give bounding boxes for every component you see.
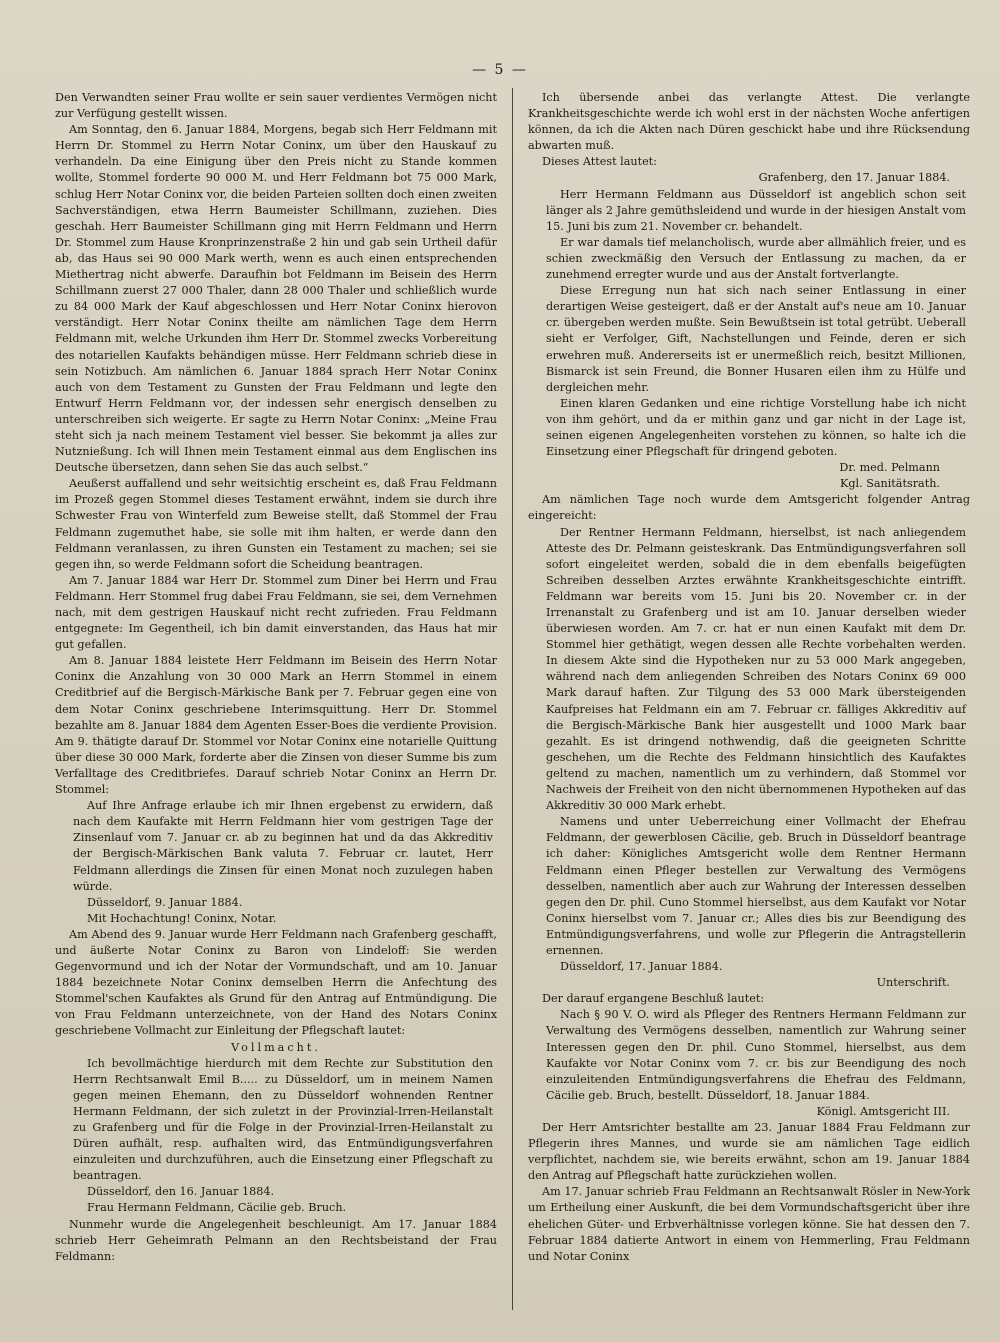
paragraph: Düsseldorf, 17. Januar 1884. (560, 960, 723, 974)
paragraph: Vollmacht. (231, 1040, 321, 1054)
paragraph: Er war damals tief melancholisch, wurde aber allmählich freier, und es schien zweckmäßig den Versuch der Entlassung zu machen, da er zunehmend erregter wurde und aus der Anstalt fortverlangte. (546, 235, 966, 282)
paragraph: Düsseldorf, den 16. Januar 1884. (87, 1185, 275, 1199)
column-divider (512, 88, 513, 1310)
paragraph: Einen klaren Gedanken und eine richtige Vorstellung habe ich nicht von ihm gehört, und da er mithin ganz und gar nicht in der Lage ist, seinen eigenen Angelegenheiten vorstehen zu können, so halte ich die Einsetzung einer Pflegschaft für dringend geboten. (546, 396, 966, 459)
right-column (528, 90, 970, 1265)
paragraph: Am Abend des 9. Januar wurde Herr Feldmann nach Grafenberg geschafft, und äußerte Notar Coninx zu Baron von Lindeloff: Sie werden Gegenvormund und ich der Notar der Vormundschaft, und am 10. Januar 1884 bezeichnete Notar Coninx demselben Herrn die Anfechtung des Stommel'schen Kaufaktes als Grund für den Antrag auf Entmündigung. Die von Frau Feldmann unterzeichnete, von der Hand des Notars Coninx geschriebene Vollmacht zur Einleitung der Pflegschaft lautet: (55, 927, 497, 1038)
paragraph: Nach § 90 V. O. wird als Pfleger des Rentners Hermann Feldmann zur Verwaltung des Vermögens desselben, namentlich zur Wahrung seiner Interessen gegen den Dr. phil. Cuno Stommel, hierselbst, aus dem Kaufakte vor Notar Coninx vom 7. cr. bis zur Beendigung des noch einzuleitenden Entmündigungsverfahrens die Ehefrau des Feldmann, Cäcilie geb. Bruch, bestellt. Düsseldorf, 18. Januar 1884. (546, 1008, 966, 1102)
paragraph: Mit Hochachtung! Coninx, Notar. (87, 911, 277, 925)
paragraph: Auf Ihre Anfrage erlaube ich mir Ihnen ergebenst zu erwidern, daß nach dem Kaufakte mit Herrn Feldmann hier vom gestrigen Tage der Zinsenlauf vom 7. Januar cr. ab zu beginnen hat und da das Akkreditiv der Bergisch-Märkischen Bank valuta 7. Februar cr. lautet, Herr Feldmann allerdings die Zinsen für einen Monat noch zuzulegen haben würde. (73, 799, 493, 893)
paragraph: Frau Hermann Feldmann, Cäcilie geb. Bruch. (87, 1201, 347, 1215)
paragraph: Den Verwandten seiner Frau wollte er sein sauer verdientes Vermögen nicht zur Verfügung gestellt wissen. (55, 91, 497, 121)
paragraph: Aeußerst auffallend und sehr weitsichtig erscheint es, daß Frau Feldmann im Prozeß gegen Stommel dieses Testament erwähnt, indem sie durch ihre Schwester Frau von Winterfeld zum Beweise stellt, daß Stommel der Frau Feldmann zugemuthet habe, sie solle mit ihm halten, er werde dann den Feldmann veranlassen, zu ihren Gunsten ein Testament zu machen; sei sie gegen ihn, so werde Feldmann sofort die Scheidung beantragen. (55, 477, 497, 571)
paragraph: Dr. med. Pelmann (839, 461, 940, 475)
paragraph: Düsseldorf, 9. Januar 1884. (87, 895, 243, 909)
paragraph: Ich bevollmächtige hierdurch mit dem Rechte zur Substitution den Herrn Rechtsanwalt Emil B..... zu Düsseldorf, um in meinem Namen gegen meinen Ehemann, den zu Düsseldorf wohnenden Rentner Hermann Feldmann, der sich zuletzt in der Provinzial-Irren-Heilanstalt zu Grafenberg und für die Folge in der Provinzial-Irren-Heilanstalt zu Düren aufhält, resp. aufhalten wird, das Entmündigungsverfahren einzuleiten und durchzuführen, auch die Einsetzung einer Pflegschaft zu beantragen. (73, 1056, 493, 1183)
paragraph: Am 8. Januar 1884 leistete Herr Feldmann im Beisein des Herrn Notar Coninx die Anzahlung von 30 000 Mark an Herrn Stommel in einem Creditbrief auf die Bergisch-Märkische Bank per 7. Februar gegen eine von dem Notar Coninx geschriebene Interimsquittung. Herr Dr. Stommel bezahlte am 8. Januar 1884 dem Agenten Esser-Boes die verdiente Provision. Am 9. thätigte darauf Dr. Stommel vor Notar Coninx eine notarielle Quittung über diese 30 000 Mark, forderte aber die Zinsen von dieser Summe bis zum Verfalltage des Creditbriefes. Darauf schrieb Notar Coninx an Herrn Dr. Stommel: (55, 654, 497, 797)
paragraph: Am Sonntag, den 6. Januar 1884, Morgens, begab sich Herr Feldmann mit Herrn Dr. Stommel zu Herrn Notar Coninx, um über den Hauskauf zu verhandeln. Da eine Einigung über den Preis nicht zu Stande kommen wollte, Stommel forderte 90 000 M. und Herr Feldmann bot 75 000 Mark, schlug Herr Notar Coninx vor, die beiden Parteien sollten doch einen zweiten Sachverständigen, etwa Herrn Baumeister Schillmann, zuziehen. Dies geschah. Herr Baumeister Schillmann ging mit Herrn Feldmann und Herrn Dr. Stommel zum Hause Kronprinzenstraße 2 hin und gab sein Urtheil dafür ab, das Haus sei 90 000 Mark werth, wenn es auch einen entsprechenden Miethertrag nicht abwerfe. Daraufhin bot Feldmann im Beisein des Herrn Schillmann zuerst 27 000 Thaler, dann 28 000 Thaler und schließlich wurde zu 84 000 Mark der Kauf abgeschlossen und Herr Notar Coninx hierovon verständigt. Herr Notar Coninx theilte am nämlichen Tage dem Herrn Feldmann mit, welche Urkunden ihm Herr Dr. Stommel zwecks Vorbereitung des notariellen Kaufakts behändigen müsse. Herr Feldmann schrieb diese in sein Notizbuch. Am nämlichen 6. Januar 1884 sprach Herr Notar Coninx auch von dem Testament zu Gunsten der Frau Feldmann und legte den Entwurf Herrn Feldmann vor, der indessen sehr energisch denselben zu unterschreiben sich weigerte. Er sagte zu Herrn Notar Coninx: „Meine Frau steht sich ja nach meinem Testament viel besser. Sie bekommt ja alles zur Nutznießung. Ich will Ihnen mein Testament einmal aus dem Englischen ins Deutsche übersetzen, dann sehen Sie das auch selbst.“ (55, 123, 497, 475)
paragraph: Nunmehr wurde die Angelegenheit beschleunigt. Am 17. Januar 1884 schrieb Herr Geheimrath Pelmann an den Rechtsbeistand der Frau Feldmann: (55, 1217, 497, 1263)
paragraph: Am 7. Januar 1884 war Herr Dr. Stommel zum Diner bei Herrn und Frau Feldmann. Herr Stommel frug dabei Frau Feldmann, sie sei, dem Vernehmen nach, mit dem gestrigen Hauskauf nicht recht zufrieden. Frau Feldmann entgegnete: Im Gegentheil, ich bin damit einverstanden, das Haus hat mir gut gefallen. (55, 573, 497, 652)
paragraph: Herr Hermann Feldmann aus Düsseldorf ist angeblich schon seit länger als 2 Jahre gemüthsleidend und wurde in der hiesigen Anstalt vom 15. Juni bis zum 21. November cr. behandelt. (546, 187, 966, 233)
paragraph: Diese Erregung nun hat sich nach seiner Entlassung in einer derartigen Weise gesteigert, daß er der Anstalt auf's neue am 10. Januar cr. übergeben werden mußte. Sein Bewußtsein ist total getrübt. Ueberall sieht er Verfolger, Gift, Nachstellungen und Feinde, deren er sich erwehren muß. Andererseits ist er unermeßlich reich, besitzt Millionen, Bismarck ist sein Freund, die Bonner Husaren eilen ihm zu Hülfe und dergleichen mehr. (546, 284, 966, 394)
paragraph: Unterschrift. (876, 976, 950, 990)
left-column (55, 90, 497, 1265)
paragraph: Namens und unter Ueberreichung einer Vollmacht der Ehefrau Feldmann, der gewerblosen Cäcilie, geb. Bruch in Düsseldorf beantrage ich daher: Königliches Amtsgericht wolle dem Rentner Hermann Feldmann einen Pfleger bestellen zur Verwaltung des Vermögens desselben, namentlich aber auch zur Wahrung der Interessen desselben gegen den Dr. phil. Cuno Stommel hierselbst, aus dem Kaufakt vor Notar Coninx hierselbst vom 7. Januar cr.; Alles dies bis zur Beendigung des Entmündigungsverfahrens, und wolle zur Pflegerin die Antragstellerin ernennen. (546, 815, 966, 957)
paragraph: Der Herr Amtsrichter bestallte am 23. Januar 1884 Frau Feldmann zur Pflegerin ihres Mannes, und wurde sie am nämlichen Tage eidlich verpflichtet, nachdem sie, wie bereits erwähnt, schon am 19. Januar 1884 den Antrag auf Pflegschaft hatte zurückziehen wollen. (528, 1121, 970, 1183)
paragraph: Ich übersende anbei das verlangte Attest. Die verlangte Krankheitsgeschichte werde ich wohl erst in der nächsten Woche anfertigen können, da ich die Akten nach Düren geschickt habe und ihre Rücksendung abwarten muß. (528, 91, 970, 153)
paragraph: Am 17. Januar schrieb Frau Feldmann an Rechtsanwalt Rösler in New-York um Ertheilung einer Auskunft, die bei dem Vormundschaftsgericht über ihre ehelichen Güter- und Erbverhältnisse vorlegen könne. Sie hat dessen den 7. Februar 1884 datierte Antwort in einem von Hemmerling, Frau Feldmann und Notar Coninx (528, 1185, 970, 1263)
paragraph: Kgl. Sanitätsrath. (839, 477, 940, 491)
paragraph: Der darauf ergangene Beschluß lautet: (542, 992, 765, 1006)
paragraph: Dieses Attest lautet: (542, 155, 657, 169)
paragraph: Königl. Amtsgericht III. (816, 1104, 950, 1118)
paragraph: Am nämlichen Tage noch wurde dem Amtsgericht folgender Antrag eingereicht: (528, 493, 970, 523)
page-number: — 5 — (472, 62, 528, 78)
paragraph: Grafenberg, den 17. Januar 1884. (758, 171, 950, 185)
paragraph: Der Rentner Hermann Feldmann, hierselbst, ist nach anliegendem Atteste des Dr. Pelmann geisteskrank. Das Entmündigungsverfahren soll sofort eingeleitet werden, sobald die in dem ebenfalls beigefügten Schreiben desselben Arztes erwähnte Krankheitsgeschichte eintrifft. Feldmann war bereits vom 15. Juni bis 20. November cr. in der Irrenanstalt zu Grafenberg und ist am 10. Januar derselben wieder überwiesen worden. Am 7. cr. hat er nun einen Kaufakt mit dem Dr. Stommel hier gethätigt, wegen dessen alle Rechte vorbehalten werden. In diesem Akte sind die Hypotheken nur zu 53 000 Mark angegeben, während nach dem anliegenden Schreiben des Notars Coninx 69 000 Mark darauf haften. Zur Tilgung des 53 000 Mark übersteigenden Kaufpreises hat Feldmann ein am 7. Februar cr. fälliges Akkreditiv auf die Bergisch-Märkische Bank hier ausgestellt und 1000 Mark baar gezahlt. Es ist dringend nothwendig, daß die geeigneten Schritte geschehen, um die Rechte des Feldmann hinsichtlich des Kaufaktes geltend zu machen, namentlich um zu verhindern, daß Stommel vor Nachweis der Freiheit von den nicht übernommenen Hypotheken auf das Akkreditiv 30 000 Mark erhebt. (546, 525, 966, 813)
